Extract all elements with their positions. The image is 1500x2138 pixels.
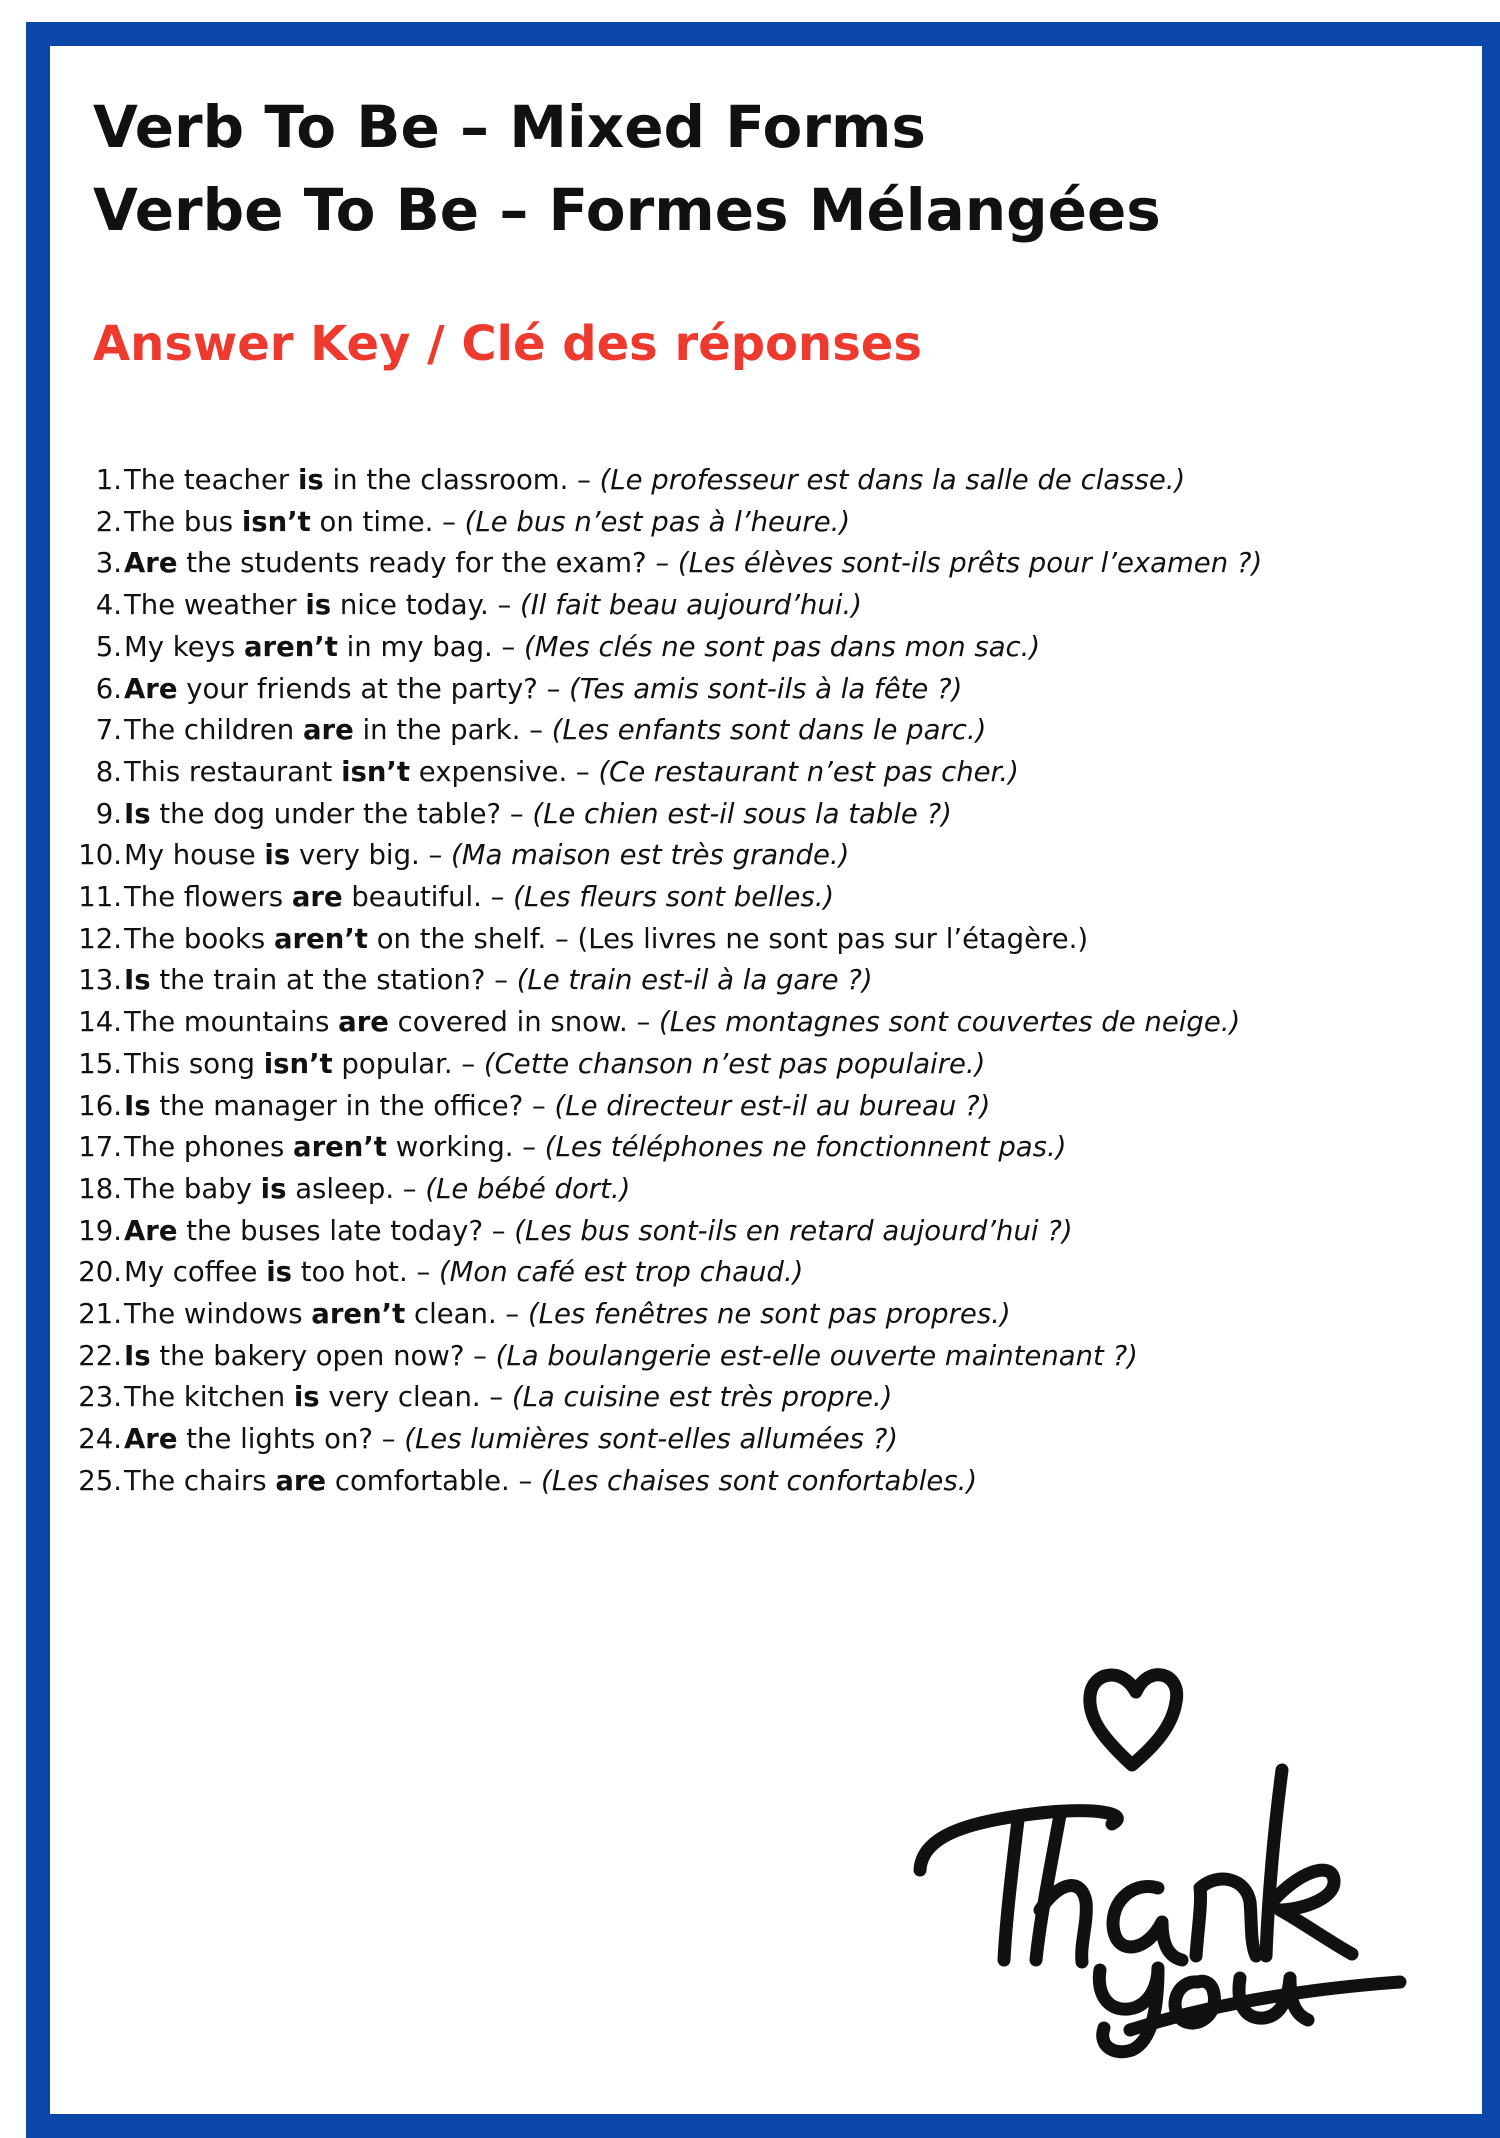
answer-sentence-end: the train at the station? – xyxy=(150,964,517,997)
answer-verb: isn’t xyxy=(341,755,411,788)
answer-item xyxy=(60,919,1390,961)
answer-number: 19. xyxy=(78,1214,122,1247)
answer-verb: is xyxy=(260,1172,287,1205)
answer-sentence-start: My keys xyxy=(124,630,244,663)
answer-translation: (Le professeur est dans la salle de classe.) xyxy=(599,464,1186,496)
answer-number: 22. xyxy=(78,1339,122,1372)
answer-translation: (Le bus n’est pas à l’heure.) xyxy=(464,505,851,538)
answer-translation: (Les enfants sont dans le parc.) xyxy=(551,714,987,747)
answer-sentence-end: clean. – xyxy=(405,1298,528,1331)
answer-item xyxy=(60,835,1390,877)
answer-sentence-end: too hot. – xyxy=(292,1256,439,1289)
answer-item xyxy=(60,1169,1390,1211)
answer-number: 25. xyxy=(78,1464,122,1497)
answer-translation: (Il fait beau aujourd’hui.) xyxy=(519,589,862,622)
answer-item xyxy=(60,710,1390,752)
answer-sentence-end: expensive. – xyxy=(410,755,599,788)
answer-item xyxy=(60,1252,1390,1294)
answer-translation: (Mes clés ne sont pas dans mon sac.) xyxy=(524,630,1041,663)
answer-sentence-end: the students ready for the exam? – xyxy=(177,547,678,580)
answer-sentence-start: My coffee xyxy=(124,1256,267,1289)
answer-verb: aren’t xyxy=(293,1131,387,1164)
answer-verb: isn’t xyxy=(263,1047,333,1080)
answer-verb: Are xyxy=(124,1214,178,1247)
answer-translation: (Les élèves sont-ils prêts pour l’examen ?) xyxy=(677,547,1263,580)
answer-number: 13. xyxy=(78,964,122,997)
answer-verb: is xyxy=(293,1381,320,1414)
answer-sentence-end: working. – xyxy=(386,1131,545,1164)
answer-translation: (Ce restaurant n’est pas cher.) xyxy=(598,755,1019,788)
answer-item xyxy=(60,1127,1390,1169)
answer-sentence-start: This restaurant xyxy=(124,755,342,788)
answer-sentence-end: nice today. – xyxy=(331,589,520,622)
answer-translation: (Le bébé dort.) xyxy=(425,1172,631,1205)
answer-sentence-start: The phones xyxy=(124,1131,294,1164)
answer-verb: is xyxy=(264,839,291,872)
answer-sentence-end: comfortable. – xyxy=(326,1464,542,1497)
answer-sentence-end: on time. – xyxy=(310,505,465,538)
answer-number: 7. xyxy=(95,714,122,747)
answer-item xyxy=(60,502,1390,544)
answer-item xyxy=(60,1377,1390,1419)
answer-item xyxy=(60,460,1390,502)
answer-sentence-end: the bakery open now? – xyxy=(150,1339,496,1372)
answer-verb: aren’t xyxy=(311,1298,406,1331)
answer-number: 10. xyxy=(78,839,122,872)
answer-sentence-start: This song xyxy=(124,1047,264,1080)
answer-translation: (Le chien est-il sous la table ?) xyxy=(532,797,952,830)
answer-number: 1. xyxy=(95,464,122,496)
answer-number: 18. xyxy=(78,1172,122,1205)
answer-item xyxy=(60,627,1390,669)
answer-verb: are xyxy=(302,714,354,747)
answer-number: 20. xyxy=(78,1256,122,1289)
answer-translation: (La boulangerie est-elle ouverte maintenant ?) xyxy=(495,1339,1138,1372)
answer-number: 23. xyxy=(78,1381,122,1414)
answer-number: 24. xyxy=(78,1423,122,1456)
answer-verb: are xyxy=(275,1464,327,1497)
answer-verb: are xyxy=(338,1006,389,1039)
answer-sentence-start: My house xyxy=(124,839,265,872)
answer-translation: (Les bus sont-ils en retard aujourd’hui ?) xyxy=(514,1214,1073,1247)
answer-verb: are xyxy=(291,881,343,914)
answer-number: 11. xyxy=(78,881,122,914)
title-english: Verb To Be – Mixed Forms xyxy=(93,93,926,161)
answer-sentence-end: in the park. – xyxy=(353,714,552,747)
answer-number: 9. xyxy=(95,797,122,830)
answer-translation: (Le train est-il à la gare ?) xyxy=(516,964,873,997)
answer-translation: (Les téléphones ne fonctionnent pas.) xyxy=(544,1131,1067,1164)
answer-sentence-end: the lights on? – xyxy=(177,1423,405,1456)
answer-verb: Are xyxy=(124,1423,178,1456)
answer-item xyxy=(60,1294,1390,1336)
answer-number: 5. xyxy=(95,630,122,663)
answer-verb: aren’t xyxy=(274,922,368,955)
thank-you-lettering-icon xyxy=(900,1610,1440,2060)
answer-number: 4. xyxy=(95,589,122,622)
answer-verb: is xyxy=(305,589,332,622)
answer-verb: Are xyxy=(124,547,178,580)
answer-number: 12. xyxy=(78,922,122,955)
answer-list xyxy=(60,460,1390,1503)
answer-item xyxy=(60,960,1390,1002)
answer-item xyxy=(60,1002,1390,1044)
answer-translation: (Les fenêtres ne sont pas propres.) xyxy=(527,1298,1011,1331)
answer-number: 8. xyxy=(95,755,122,788)
answer-item xyxy=(60,1336,1390,1378)
answer-sentence-start: The mountains xyxy=(124,1006,339,1039)
answer-number: 2. xyxy=(95,505,122,538)
answer-translation: (Le directeur est-il au bureau ?) xyxy=(554,1089,991,1122)
answer-verb: Are xyxy=(124,672,178,705)
answer-sentence-end: popular. – xyxy=(332,1047,484,1080)
answer-key-heading: Answer Key / Clé des réponses xyxy=(93,316,922,372)
answer-verb: Is xyxy=(124,797,151,830)
answer-item xyxy=(60,1461,1390,1503)
page-title xyxy=(93,86,1161,252)
answer-sentence-end: the manager in the office? – xyxy=(150,1089,555,1122)
answer-sentence-end: covered in snow. – xyxy=(388,1006,659,1039)
answer-item xyxy=(60,543,1390,585)
answer-item xyxy=(60,669,1390,711)
answer-sentence-end: on the shelf. – xyxy=(367,922,578,955)
answer-item xyxy=(60,752,1390,794)
answer-sentence-start: The windows xyxy=(124,1298,312,1331)
answer-item xyxy=(60,794,1390,836)
answer-translation: (La cuisine est très propre.) xyxy=(511,1381,893,1414)
answer-sentence-start: The bus xyxy=(124,505,242,538)
answer-translation: (Ma maison est très grande.) xyxy=(451,839,850,872)
answer-verb: Is xyxy=(124,1339,151,1372)
answer-sentence-start: The children xyxy=(124,714,303,747)
answer-sentence-end: very big. – xyxy=(290,839,452,872)
answer-sentence-start: The teacher xyxy=(124,464,298,496)
answer-item xyxy=(60,1419,1390,1461)
answer-translation: (Les montagnes sont couvertes de neige.) xyxy=(658,1006,1241,1039)
answer-translation: (Les livres ne sont pas sur l’étagère.) xyxy=(577,922,1089,955)
answer-sentence-end: asleep. – xyxy=(286,1172,426,1205)
answer-sentence-end: very clean. – xyxy=(319,1381,512,1414)
answer-sentence-start: The baby xyxy=(124,1172,261,1205)
answer-number: 16. xyxy=(78,1089,122,1122)
answer-sentence-start: The kitchen xyxy=(124,1381,294,1414)
answer-verb: Is xyxy=(124,964,151,997)
answer-verb: aren’t xyxy=(243,630,338,663)
answer-item xyxy=(60,1086,1390,1128)
answer-item xyxy=(60,1044,1390,1086)
answer-number: 21. xyxy=(78,1298,122,1331)
answer-translation: (Cette chanson n’est pas populaire.) xyxy=(483,1047,986,1080)
answer-verb: isn’t xyxy=(241,505,311,538)
answer-verb: is xyxy=(266,1256,293,1289)
answer-translation: (Tes amis sont-ils à la fête ?) xyxy=(569,672,963,705)
answer-verb: Is xyxy=(124,1089,151,1122)
answer-number: 14. xyxy=(78,1006,122,1039)
title-french: Verbe To Be – Formes Mélangées xyxy=(93,176,1161,244)
answer-translation: (Mon café est trop chaud.) xyxy=(438,1256,804,1289)
answer-sentence-end: the buses late today? – xyxy=(177,1214,515,1247)
answer-sentence-start: The flowers xyxy=(124,881,292,914)
answer-sentence-end: in the classroom. – xyxy=(323,464,600,496)
answer-item xyxy=(60,585,1390,627)
answer-number: 15. xyxy=(78,1047,122,1080)
answer-sentence-end: beautiful. – xyxy=(342,881,514,914)
answer-item xyxy=(60,877,1390,919)
answer-number: 6. xyxy=(95,672,122,705)
answer-number: 17. xyxy=(78,1131,122,1164)
answer-sentence-start: The chairs xyxy=(124,1464,276,1497)
answer-sentence-start: The weather xyxy=(124,589,306,622)
answer-sentence-end: in my bag. – xyxy=(337,630,525,663)
answer-translation: (Les lumières sont-elles allumées ?) xyxy=(404,1423,899,1456)
answer-number: 3. xyxy=(95,547,122,580)
answer-sentence-end: the dog under the table? – xyxy=(150,797,533,830)
answer-sentence-start: The books xyxy=(124,922,274,955)
answer-translation: (Les fleurs sont belles.) xyxy=(513,881,835,914)
answer-translation: (Les chaises sont confortables.) xyxy=(541,1464,978,1497)
answer-item xyxy=(60,1211,1390,1253)
answer-sentence-end: your friends at the party? – xyxy=(177,672,570,705)
answer-verb: is xyxy=(297,464,324,496)
